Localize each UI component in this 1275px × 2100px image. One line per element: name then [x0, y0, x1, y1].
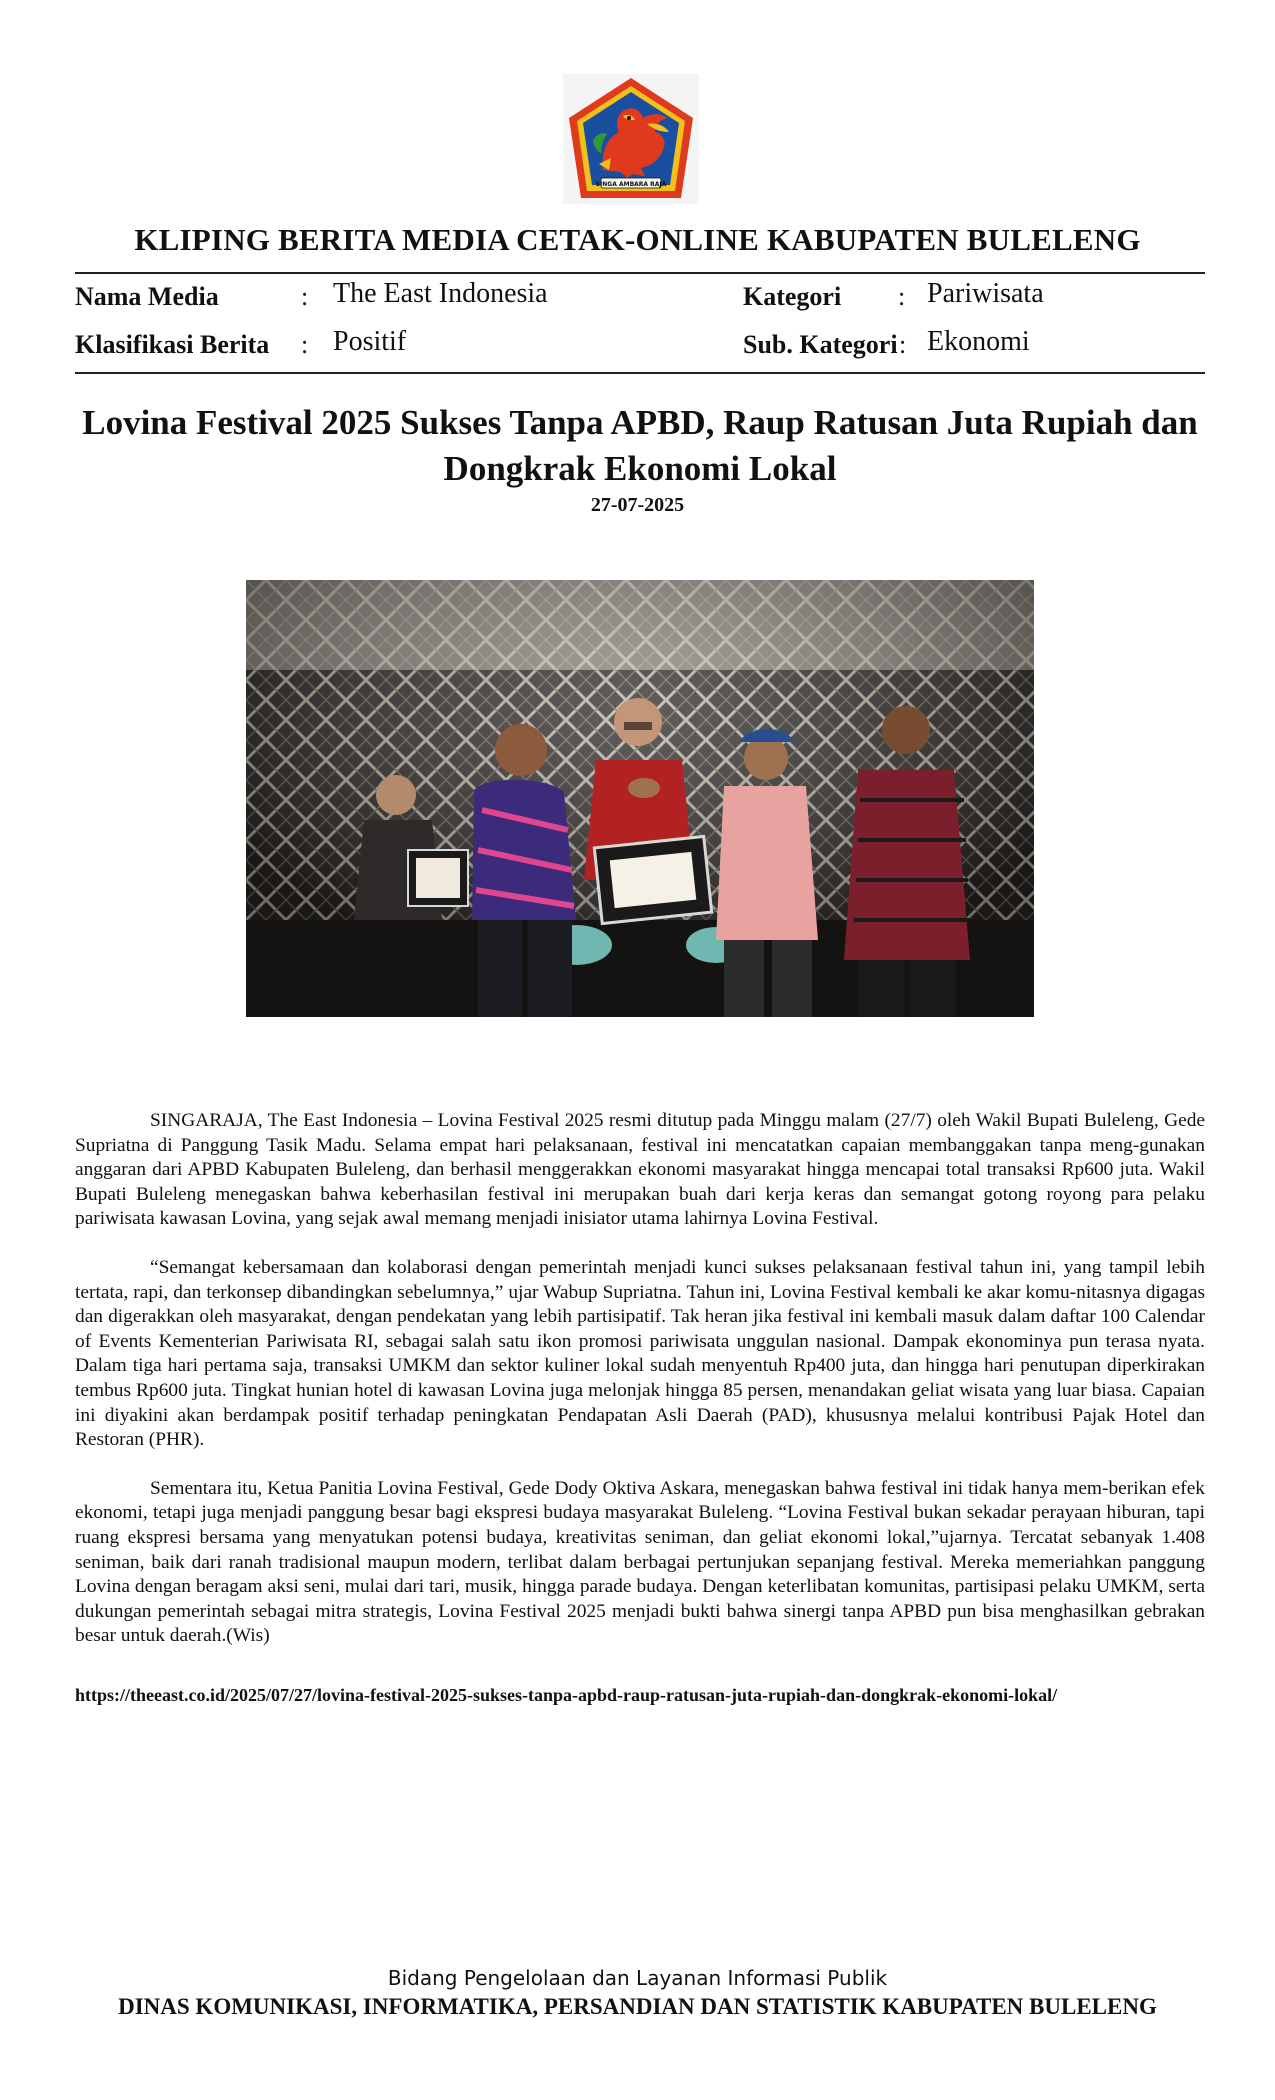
category-label: Kategori — [743, 282, 842, 311]
article-paragraph: SINGARAJA, The East Indonesia – Lovina Festival 2025 resmi ditutup pada Minggu malam (27/7) oleh Wakil Bupati Buleleng, Gede Supriatna di Panggung Tasik Madu. Selama empat hari pelaksanaan, festival ini mencatatkan capaian membanggakan tanpa meng-gunakan anggaran dari APBD Kabupaten Buleleng, dan berhasil menggerakkan ekonomi masyarakat hingga mencapai total transaksi Rp600 juta. Wakil Bupati Buleleng menegaskan bahwa keberhasilan festival ini merupakan buah dari kerja keras dan semangat gotong royong para pelaku pariwisata kawasan Lovina, yang sejak awal memang menjadi inisiator utama lahirnya Lovina Festival. — [75, 1110, 1205, 1230]
footer-agency: DINAS KOMUNIKASI, INFORMATIKA, PERSANDIAN DAN STATISTIK KABUPATEN BULELENG — [118, 1994, 1157, 2019]
news-classification-value: Positif — [333, 326, 407, 357]
meta-divider — [75, 372, 1205, 374]
media-name-colon: : — [301, 282, 309, 311]
media-name-label: Nama Media — [75, 282, 219, 311]
article-body — [75, 1109, 1205, 1673]
news-classification-label: Klasifikasi Berita — [75, 330, 270, 359]
article-title: Lovina Festival 2025 Sukses Tanpa APBD, Raup Ratusan Juta Rupiah dan Dongkrak Ekonomi Lokal — [82, 403, 1198, 488]
news-classification-row — [75, 330, 269, 360]
source-link[interactable]: https://theeast.co.id/2025/07/27/lovina-festival-2025-sukses-tanpa-apbd-raup-ratusan-juta-rupiah-dan-dongkrak-ekonomi-lokal/ — [75, 1685, 1058, 1705]
category-value: Pariwisata — [927, 278, 1044, 309]
subcategory-value: Ekonomi — [927, 326, 1030, 357]
article-date: 27-07-2025 — [590, 494, 685, 516]
category-row — [743, 282, 841, 312]
news-classification-colon: : — [301, 330, 309, 359]
media-name-row — [75, 282, 219, 312]
svg-text:SINGA AMBARA RAJA: SINGA AMBARA RAJA — [595, 181, 667, 188]
article-paragraph: “Semangat kebersamaan dan kolaborasi dengan pemerintah menjadi kunci sukses pelaksanaan festival tahun ini, yang tampil lebih tertata, rapi, dan terkonsep dibandingkan sebelumnya,” ujar Wabup Supriatna. Tahun ini, Lovina Festival kembali ke akar komu-nitasnya digagas dan digerakkan oleh masyarakat, dengan pendekatan yang lebih partisipatif. Tak heran jika festival ini kembali masuk dalam daftar 100 Calendar of Events Kementerian Pariwisata RI, sebagai salah satu ikon promosi pariwisata unggulan nasional. Dampak ekonominya pun terasa nyata. Dalam tiga hari pertama saja, transaksi UMKM dan sektor kuliner lokal sudah menyentuh Rp400 juta, dan hingga hari penutupan diperkirakan tembus Rp600 juta. Tingkat hunian hotel di kawasan Lovina juga melonjak hingga 85 persen, menandakan geliat wisata yang luar biasa. Capaian ini diyakini akan berdampak positif terhadap peningkatan Pendapatan Asli Daerah (PAD), khususnya melalui kontribusi Pajak Hotel dan Restoran (PHR). — [75, 1256, 1205, 1451]
header-divider — [75, 272, 1205, 274]
subcategory-label: Sub. Kategori — [743, 330, 898, 359]
buleleng-coat-of-arms-icon — [563, 74, 699, 204]
clipping-header-title: KLIPING BERITA MEDIA CETAK-ONLINE KABUPATEN BULELENG — [134, 222, 1141, 257]
subcategory-row — [743, 330, 898, 360]
footer-department: Bidang Pengelolaan dan Layanan Informasi Publik — [387, 1966, 888, 1990]
media-name-value: The East Indonesia — [333, 278, 548, 309]
award-ceremony-photo — [246, 580, 1034, 1017]
category-colon: : — [898, 282, 906, 311]
subcategory-colon: : — [899, 330, 907, 359]
article-paragraph: Sementara itu, Ketua Panitia Lovina Festival, Gede Dody Oktiva Askara, menegaskan bahwa festival ini tidak hanya mem-berikan efek ekonomi, tetapi juga menjadi panggung besar bagi ekspresi budaya masyarakat Buleleng. “Lovina Festival bukan sekadar perayaan hiburan, tapi ruang ekspresi bersama yang menyatukan potensi budaya, kreativitas seniman, dan geliat ekonomi lokal,”ujarnya. Tercatat sebanyak 1.408 seniman, baik dari ranah tradisional maupun modern, terlibat dalam berbagai pertunjukan sepanjang festival. Mereka memeriahkan panggung Lovina dengan beragam aksi seni, mulai dari tari, musik, hingga parade budaya. Dengan keterlibatan komunitas, partisipasi pelaku UMKM, serta dukungan pemerintah sebagai mitra strategis, Lovina Festival 2025 menjadi bukti bahwa sinergi tanpa APBD pun bisa menghasilkan gebrakan besar untuk daerah.(Wis) — [75, 1477, 1205, 1647]
